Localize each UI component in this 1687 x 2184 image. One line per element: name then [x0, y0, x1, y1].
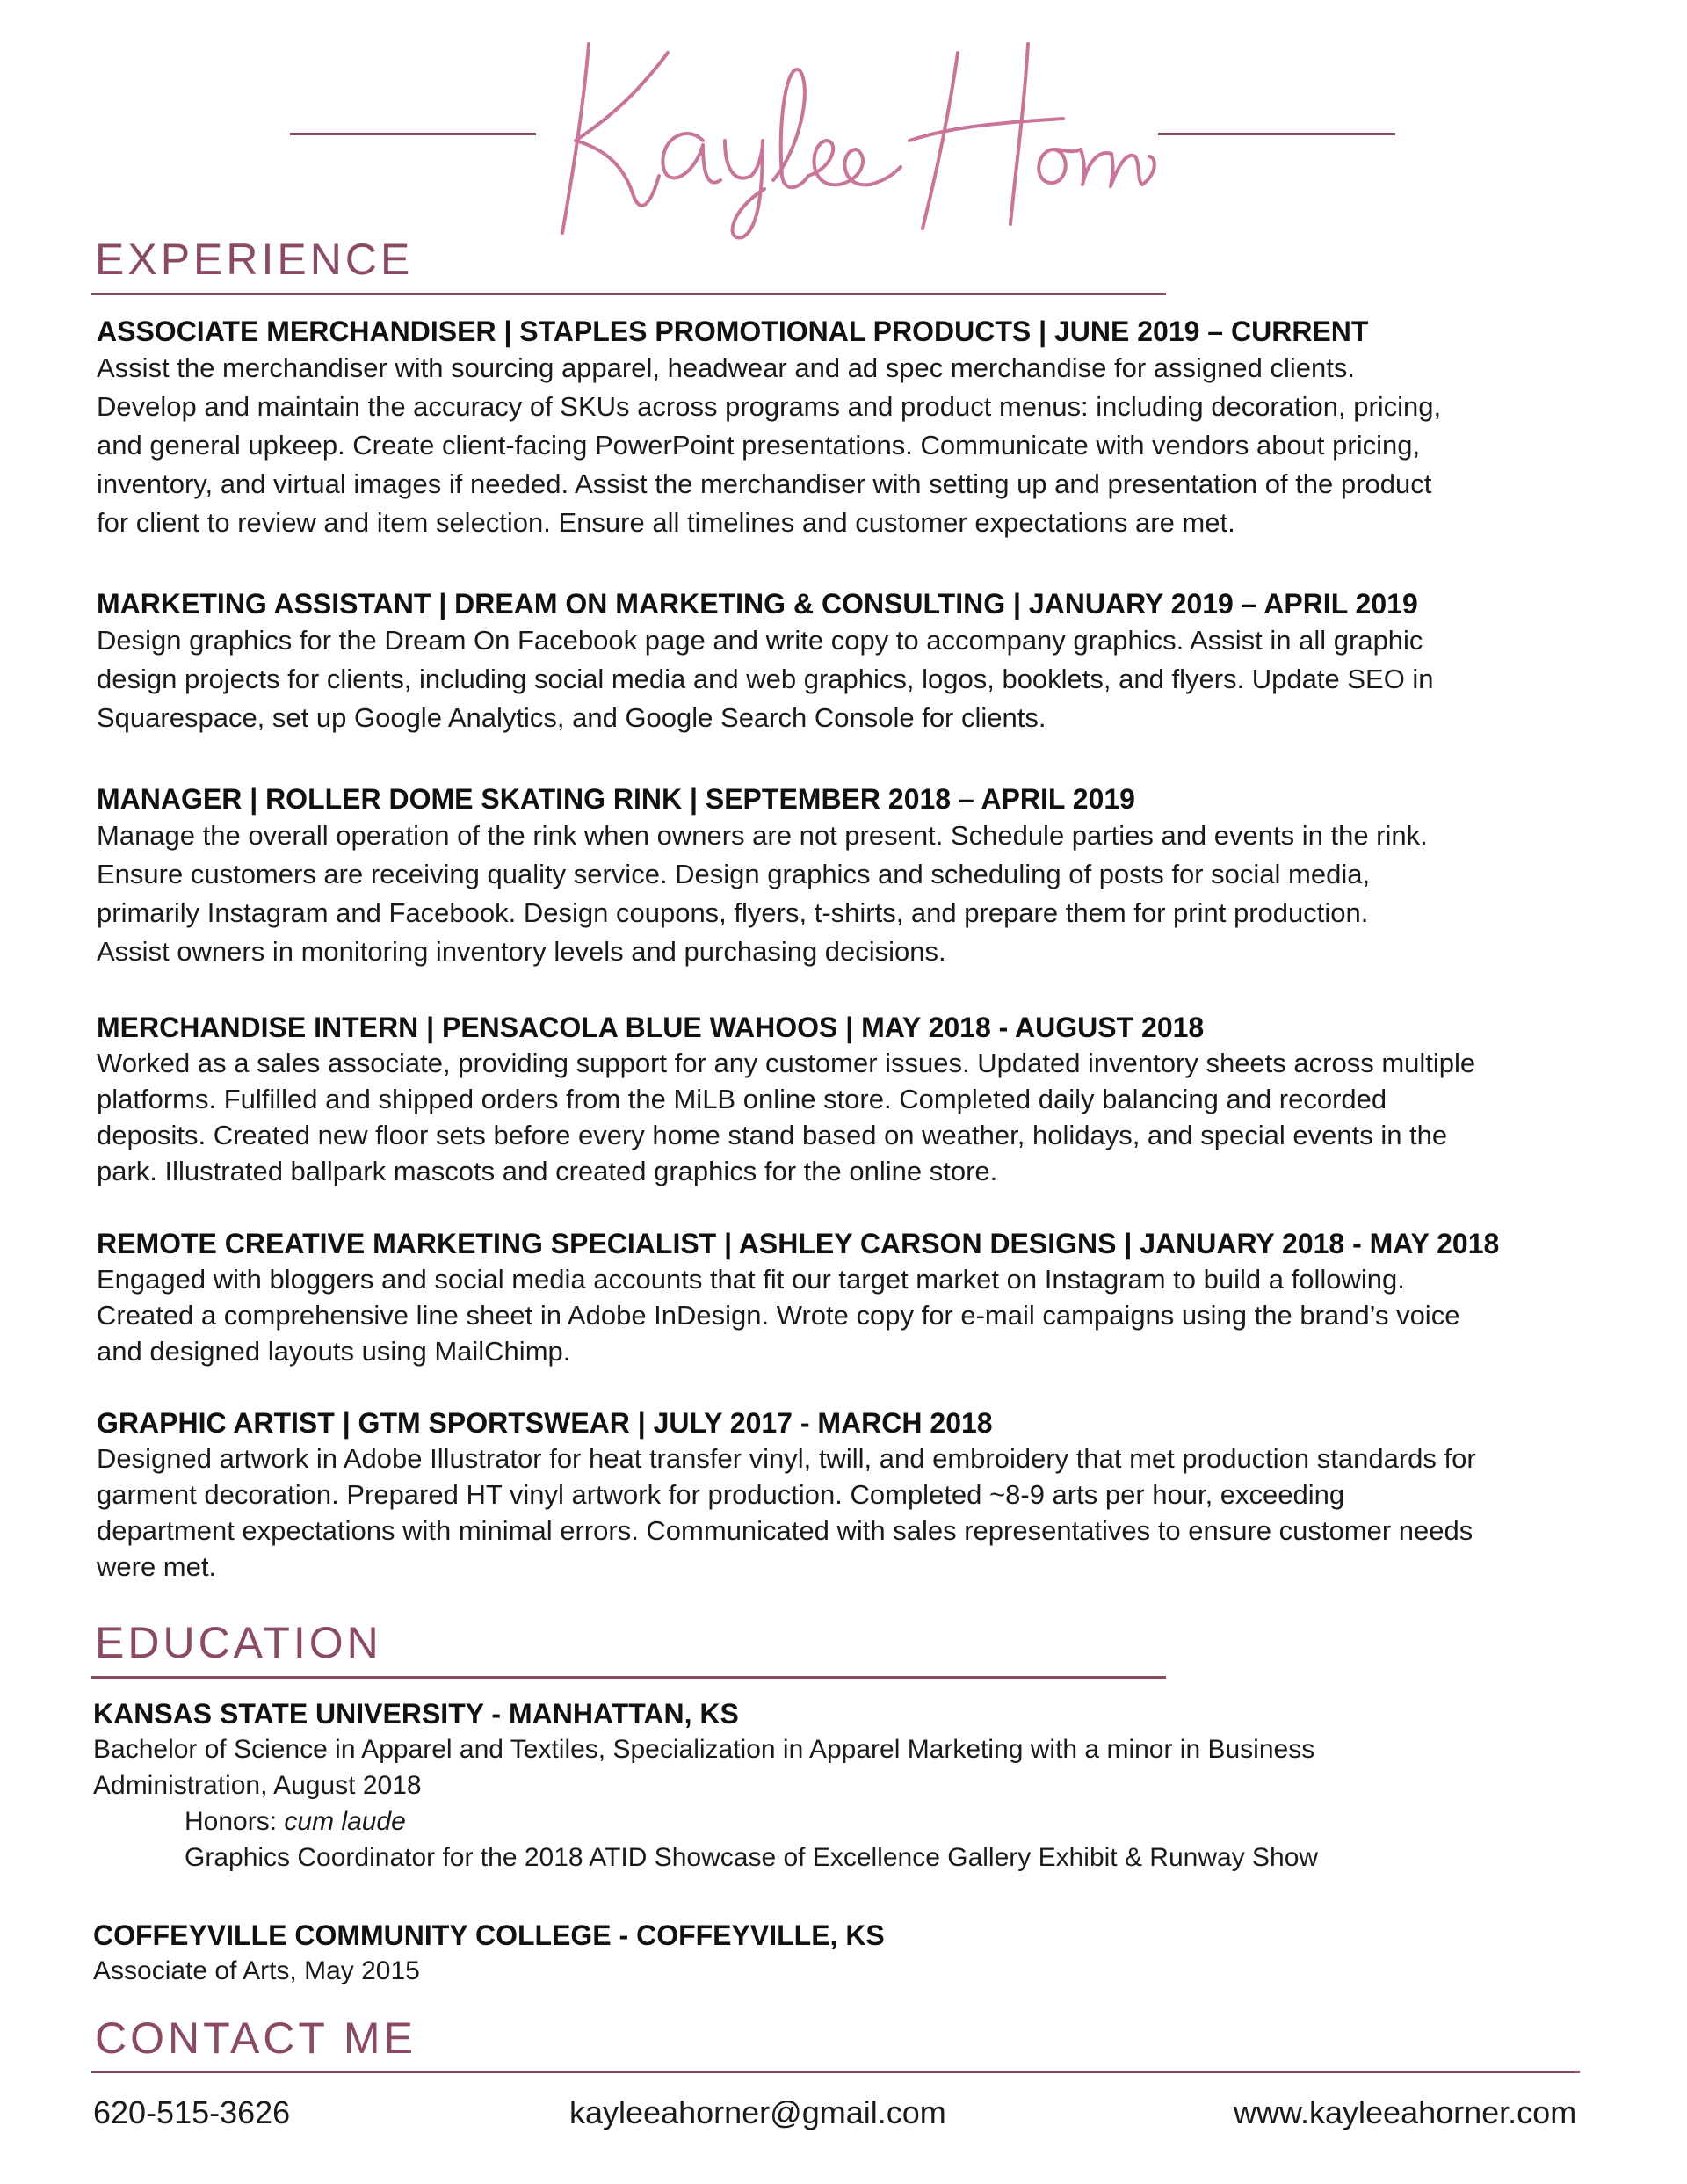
job-title: GRAPHIC ARTIST | GTM SPORTSWEAR | JULY 2017 - MARCH 2018 [97, 1407, 993, 1439]
header-rule-right [1158, 133, 1395, 135]
activity-line: Graphics Coordinator for the 2018 ATID Showcase of Excellence Gallery Exhibit & Runway Show [185, 1843, 1319, 1872]
experience-heading: EXPERIENCE [95, 235, 414, 284]
resume-header [0, 0, 1687, 255]
job-entry [97, 314, 1608, 542]
degree-text: Bachelor of Science in Apparel and Textiles, Specialization in Apparel Marketing with a minor in Business Administration, August 2018 [93, 1735, 1315, 1800]
job-title: MANAGER | ROLLER DOME SKATING RINK | SEPTEMBER 2018 – APRIL 2019 [97, 783, 1135, 815]
school-name: COFFEYVILLE COMMUNITY COLLEGE - COFFEYVILLE, KS [93, 1919, 885, 1951]
email-address[interactable]: kayleeahorner@gmail.com [569, 2094, 946, 2130]
experience-rule [91, 293, 1166, 295]
signature-icon [536, 18, 1158, 246]
job-title: MERCHANDISE INTERN | PENSACOLA BLUE WAHOOS | MAY 2018 - AUGUST 2018 [97, 1012, 1205, 1043]
job-title: REMOTE CREATIVE MARKETING SPECIALIST | ASHLEY CARSON DESIGNS | JANUARY 2018 - MAY 2018 [97, 1228, 1500, 1259]
contact-rule [91, 2071, 1580, 2073]
job-description: Engaged with bloggers and social media accounts that fit our target market on Instagram to build a following. Created a comprehensive line sheet in Adobe InDesign. Wrote copy for e-mail campaigns using the brand’s voice and designed layouts using MailChimp. [97, 1264, 1460, 1367]
school-name: KANSAS STATE UNIVERSITY - MANHATTAN, KS [93, 1698, 739, 1730]
contact-heading: CONTACT ME [95, 2013, 416, 2063]
website-link[interactable]: www.kayleeahorner.com [1234, 2094, 1577, 2130]
education-heading: EDUCATION [95, 1618, 382, 1667]
education-entry [93, 1918, 1604, 1989]
job-entry [97, 1226, 1608, 1369]
signature-logo [536, 18, 1158, 246]
job-description: Worked as a sales associate, providing support for any customer issues. Updated inventory sheets across multiple platforms. Fulfilled and shipped orders from the MiLB online store. Completed daily balancing and recorded deposits. Created new floor sets before every home stand based on weather, holidays, and special events in the park. Illustrated ballpark mascots and created graphics for the online store. [97, 1048, 1476, 1186]
job-title: ASSOCIATE MERCHANDISER | STAPLES PROMOTIONAL PRODUCTS | JUNE 2019 – CURRENT [97, 316, 1369, 347]
job-title: MARKETING ASSISTANT | DREAM ON MARKETING & CONSULTING | JANUARY 2019 – APRIL 2019 [97, 588, 1418, 620]
honors-line [185, 1803, 1604, 1839]
degree-text: Associate of Arts, May 2015 [93, 1956, 420, 1985]
job-description: Design graphics for the Dream On Facebook page and write copy to accompany graphics. Assist in all graphic design projects for clients, including social media and web graphics, logos, booklets, and flyers. Update SEO in Squarespace, set up Google Analytics, and Google Search Console for clients. [97, 625, 1434, 733]
job-entry [97, 1405, 1608, 1585]
job-description: Manage the overall operation of the rink when owners are not present. Schedule parties and events in the rink. Ensure customers are receiving quality service. Design graphics and scheduling of posts for social media, primarily Instagram and Facebook. Design coupons, flyers, t-shirts, and prepare them for print production. Assist owners in monitoring inventory levels and purchasing decisions. [97, 820, 1428, 967]
job-entry [97, 781, 1608, 971]
job-entry [97, 1010, 1608, 1189]
phone-number[interactable]: 620-515-3626 [93, 2094, 291, 2130]
honors-label: Honors: [185, 1807, 278, 1836]
header-rule-left [290, 133, 536, 135]
honors-value: cum laude [284, 1807, 406, 1836]
education-entry [93, 1696, 1604, 1876]
job-description: Designed artwork in Adobe Illustrator for heat transfer vinyl, twill, and embroidery that met production standards for garment decoration. Prepared HT vinyl artwork for production. Completed ~8-9 arts per hour, exceeding department expectations with minimal errors. Communicated with sales representatives to ensure customer needs were met. [97, 1443, 1476, 1582]
job-entry [97, 586, 1608, 737]
job-description: Assist the merchandiser with sourcing apparel, headwear and ad spec merchandise for assigned clients. Develop and maintain the accuracy of SKUs across programs and product menus: including decoration, pricing, and general upkeep. Create client-facing PowerPoint presentations. Communicate with vendors about pricing, inventory, and virtual images if needed. Assist the merchandiser with setting up and presentation of the product for client to review and item selection. Ensure all timelines and customer expectations are met. [97, 352, 1442, 538]
education-rule [91, 1676, 1166, 1679]
